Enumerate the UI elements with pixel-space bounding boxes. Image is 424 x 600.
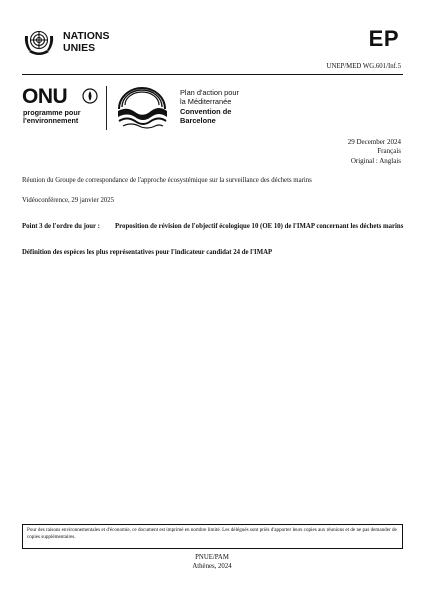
map-logo-line3: Convention de bbox=[180, 106, 232, 116]
un-emblem-icon bbox=[23, 27, 55, 57]
agenda-text: Proposition de révision de l'objectif écologique 10 (OE 10) de l'IMAP concernant les déchets marins bbox=[115, 223, 404, 230]
map-logo-text bbox=[180, 88, 239, 126]
document-meta bbox=[348, 138, 401, 166]
map-logo-line4: Barcelone bbox=[180, 116, 216, 126]
footnote-box: Pour des raisons environnementales et d'économie, ce document est imprimé en nombre limité. Les délégués sont priés d'apporter leurs copies aux réunions et de ne pas demander de copies supplémentaires. bbox=[22, 524, 403, 549]
logo-divider bbox=[106, 86, 107, 130]
un-name-line2: UNIES bbox=[63, 41, 96, 54]
footer bbox=[0, 553, 424, 571]
unep-logo-line1: programme pour bbox=[23, 108, 81, 117]
document-date: 29 December 2024 bbox=[347, 138, 401, 146]
document-language: Français bbox=[377, 147, 401, 156]
symbol-code: EP bbox=[368, 26, 399, 51]
unep-logo-line2: l'environnement bbox=[23, 116, 79, 125]
footer-place-date: Athènes, 2024 bbox=[192, 563, 232, 570]
agenda-label: Point 3 de l'ordre du jour : bbox=[22, 223, 100, 230]
unep-logo bbox=[22, 86, 102, 132]
document-original-language: Original : Anglais bbox=[350, 156, 401, 165]
map-wave-emblem-icon bbox=[113, 86, 171, 132]
meeting-title: Réunion du Groupe de correspondance de l'approche écosystémique sur la surveillance des déchets marins bbox=[22, 177, 312, 184]
footer-org: PNUE/PAM bbox=[195, 554, 229, 561]
document-title: Définition des espèces les plus représentatives pour l'indicateur candidat 24 de l'IMAP bbox=[22, 249, 273, 256]
un-name-line1: NATIONS bbox=[63, 30, 110, 42]
header-rule bbox=[22, 74, 403, 75]
meeting-venue: Vidéoconférence, 29 janvier 2025 bbox=[22, 197, 115, 204]
unep-globe-icon bbox=[82, 88, 98, 104]
map-logo-line1: Plan d'action pour bbox=[180, 88, 239, 97]
un-name bbox=[63, 31, 109, 54]
unep-logo-word: ONU bbox=[22, 85, 68, 108]
map-logo-line2: la Méditerranée bbox=[180, 97, 232, 107]
document-symbol: UNEP/MED WG.601/Inf.5 bbox=[326, 63, 401, 70]
